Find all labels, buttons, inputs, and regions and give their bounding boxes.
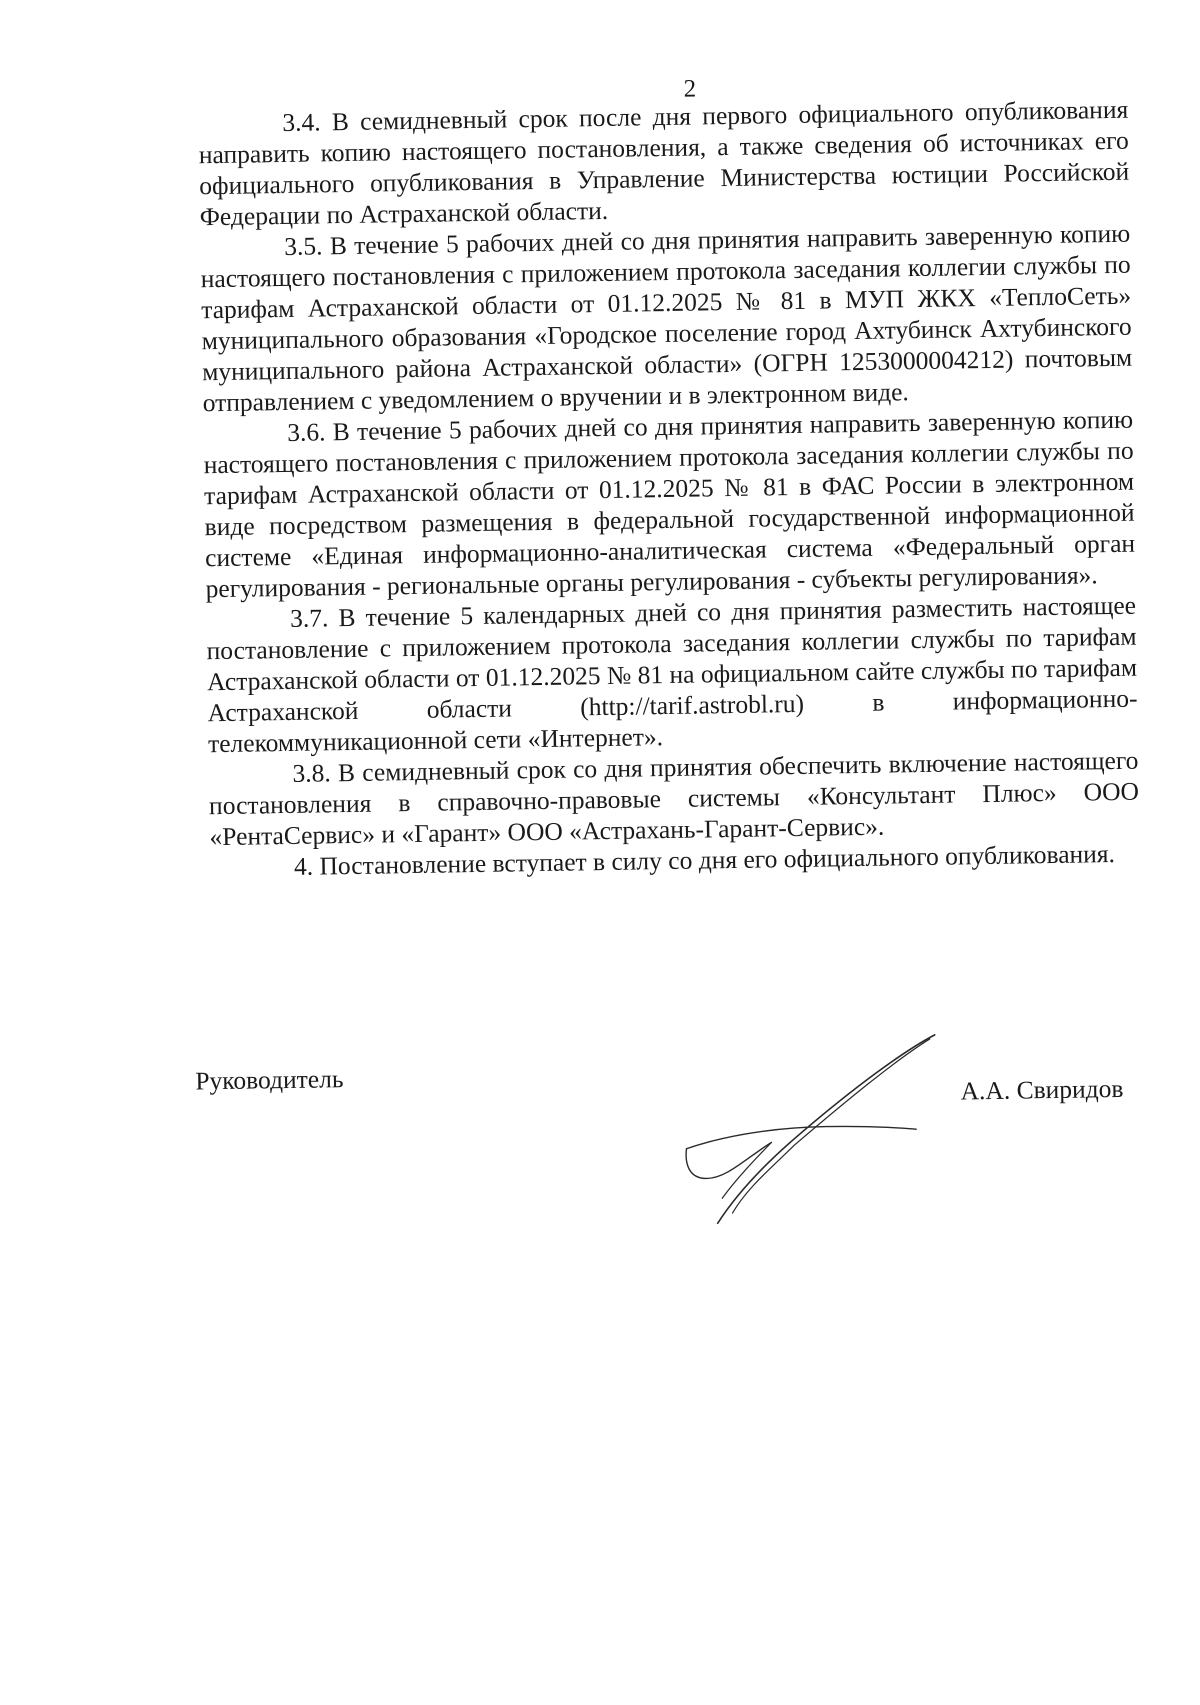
paragraph-4: 4. Постановление вступает в силу со дня его официального опубликования. [293, 839, 1116, 881]
signer-role: Руководитель [195, 1064, 344, 1096]
paragraph-3-7: 3.7. В течение 5 календарных дней со дня принятия разместить настоящее постановление с приложением протокола заседания коллегии службы по тарифам Астраханской области от 01.12.2025 № 81 на официальном сайте службы по тарифам Астраханской области (http://tarif.astrobl.ru) в информационно-телекоммуникационной сети «Интернет». [206, 590, 1138, 759]
signer-name: А.А. Свиридов [960, 1073, 1124, 1106]
paragraph-3-8: 3.8. В семидневный срок со дня принятия обеспечить включение настоящего постановления в справочно-правовые системы «Консультант Плюс» ООО «РентаСервис» и «Гарант» ООО «Астрахань-Гарант-Сервис». [208, 745, 1140, 852]
page-number: 2 [683, 75, 697, 103]
handwritten-signature [675, 1024, 998, 1249]
paragraph-3-4: 3.4. В семидневный срок после дня первого официального опубликования направить копию настоящего постановления, а также сведения об источниках его официального опубликования в Управление Министерства юстиции Российской Федерации по Астраханской области. [198, 94, 1130, 232]
paragraph-3-6: 3.6. В течение 5 рабочих дней со дня принятия направить заверенную копию настоящего постановления с приложением протокола заседания коллегии службы по тарифам Астраханской области от 01.12.2025 № 81 в ФАС России в электронном виде посредством размещения в федеральной государственной информационной системе «Единая информационно-аналитическая система «Федеральный орган регулирования - региональные органы регулирования - субъекты регулирования». [203, 404, 1136, 604]
paragraph-3-5: 3.5. В течение 5 рабочих дней со дня принятия направить заверенную копию настоящего постановления с приложением протокола заседания коллегии службы по тарифам Астраханской области от 01.12.2025 № 81 в МУП ЖКХ «ТеплоСеть» муниципального образования «Городское поселение город Ахтубинск Ахтубинского муниципального района Астраханской области» (ОГРН 1253000004212) почтовым отправлением с уведомлением о вручении и в электронном виде. [200, 218, 1133, 418]
